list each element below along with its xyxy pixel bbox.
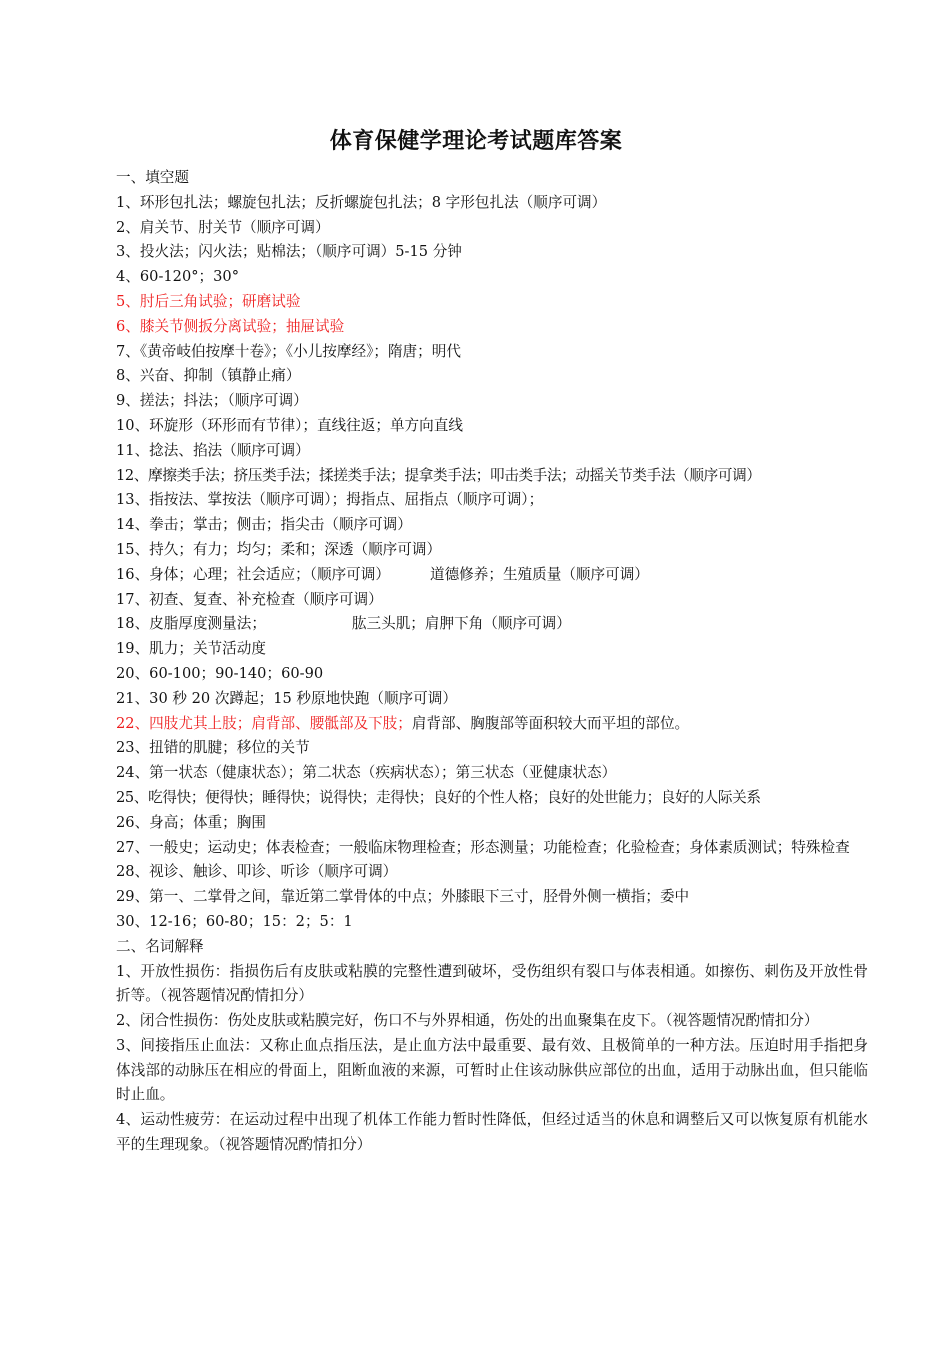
- answer-item-21: 21、30 秒 20 次蹲起；15 秒原地快跑（顺序可调）: [116, 689, 457, 707]
- definition-item-3: 3、间接指压止血法：又称止血点指压法，是止血方法中最重要、最有效、且极简单的一种方法。压迫时用手指把身体浅部的动脉压在相应的骨面上，阻断血液的来源，可暂时止住该动脉供应部位的出血，适用于动脉出血，但只能临时止血。: [116, 1036, 868, 1104]
- answer-item-19: 19、肌力；关节活动度: [116, 640, 266, 658]
- answer-item-28: 28、视诊、触诊、叩诊、听诊（顺序可调）: [116, 863, 398, 881]
- answer-item-3: 3、投火法；闪火法；贴棉法；（顺序可调）5-15 分钟: [116, 243, 462, 261]
- answer-item-18-part-2: 肱三头肌；肩胛下角（顺序可调）: [351, 615, 571, 633]
- answer-item-10: 10、环旋形（环形而有节律）；直线往返；单方向直线: [116, 416, 463, 434]
- answer-item-16: [116, 563, 868, 588]
- answer-item-6-highlighted: 6、膝关节侧扳分离试验；抽屉试验: [116, 317, 345, 335]
- answer-item-14: 14、拳击；掌击；侧击；指尖击（顺序可调）: [116, 516, 412, 534]
- section-heading-definitions: 二、名词解释: [116, 937, 204, 955]
- answer-item-24: 24、第一状态（健康状态）；第二状态（疾病状态）；第三状态（亚健康状态）: [116, 764, 617, 782]
- answer-item-18-part-1: 18、皮脂厚度测量法；: [116, 615, 266, 633]
- answer-item-4: 4、60-120°；30°: [116, 268, 239, 286]
- answer-item-20: 20、60-100；90-140；60-90: [116, 664, 324, 682]
- page-title: 体育保健学理论考试题库答案: [329, 128, 623, 154]
- answer-item-26: 26、身高；体重；胸围: [116, 813, 266, 831]
- answer-item-2: 2、肩关节、肘关节（顺序可调）: [116, 218, 330, 236]
- answer-item-22-highlighted-part: 22、四肢尤其上肢；肩背部、腰骶部及下肢；: [116, 714, 412, 732]
- answer-item-9: 9、搓法；抖法；（顺序可调）: [116, 392, 308, 410]
- answer-content: [116, 166, 868, 1158]
- answer-item-29: 29、第一、二掌骨之间，靠近第二掌骨体的中点；外膝眼下三寸，胫骨外侧一横指；委中: [116, 888, 690, 906]
- answer-item-23: 23、扭错的肌腱；移位的关节: [116, 739, 310, 757]
- answer-item-15: 15、持久；有力；均匀；柔和；深透（顺序可调）: [116, 540, 442, 558]
- section-heading-fill-blank: 一、填空题: [116, 169, 189, 186]
- answer-item-17: 17、初查、复查、补充检查（顺序可调）: [116, 590, 383, 608]
- answer-item-5-highlighted: 5、肘后三角试验；研磨试验: [116, 292, 301, 310]
- answer-item-18: [116, 612, 868, 637]
- answer-item-16-part-2: 道德修养；生殖质量（顺序可调）: [429, 565, 649, 583]
- definition-item-4: 4、运动性疲劳：在运动过程中出现了机体工作能力暂时性降低，但经过适当的休息和调整后又可以恢复原有机能水平的生理现象。（视答题情况酌情扣分）: [116, 1111, 868, 1154]
- answer-item-13: 13、指按法、掌按法（顺序可调）；拇指点、屈指点（顺序可调）；: [116, 491, 544, 509]
- answer-item-27: 27、一般史；运动史；体表检查；一般临床物理检查；形态测量；功能检查；化验检查；身体素质测试；特殊检查: [116, 838, 850, 856]
- answer-item-22: [116, 712, 868, 737]
- answer-item-7: 7、《黄帝岐伯按摩十卷》；《小儿按摩经》；隋唐；明代: [116, 342, 461, 360]
- answer-item-30: 30、12-16；60-80；15：2；5：1: [116, 912, 353, 930]
- answer-item-1: 1、环形包扎法；螺旋包扎法；反折螺旋包扎法；8 字形包扎法（顺序可调）: [116, 193, 607, 211]
- answer-item-12: 12、摩擦类手法；挤压类手法；揉搓类手法；提拿类手法；叩击类手法；动摇关节类手法（顺序可调）: [116, 466, 761, 484]
- answer-item-16-part-1: 16、身体；心理；社会适应；（顺序可调）: [116, 565, 390, 583]
- answer-item-22-plain-part: 肩背部、胸腹部等面积较大而平坦的部位。: [411, 714, 690, 732]
- answer-item-25: 25、吃得快；便得快；睡得快；说得快；走得快；良好的个性人格；良好的处世能力；良好的人际关系: [116, 788, 761, 806]
- definition-item-2: 2、闭合性损伤：伤处皮肤或粘膜完好，伤口不与外界相通，伤处的出血聚集在皮下。（视答题情况酌情扣分）: [116, 1012, 819, 1030]
- definition-item-1: 1、开放性损伤：指损伤后有皮肤或粘膜的完整性遭到破坏，受伤组织有裂口与体表相通。如擦伤、刺伤及开放性骨折等。（视答题情况酌情扣分）: [116, 962, 868, 1005]
- answer-item-8: 8、兴奋、抑制（镇静止痛）: [116, 367, 301, 385]
- answer-item-11: 11、捻法、掐法（顺序可调）: [116, 441, 310, 459]
